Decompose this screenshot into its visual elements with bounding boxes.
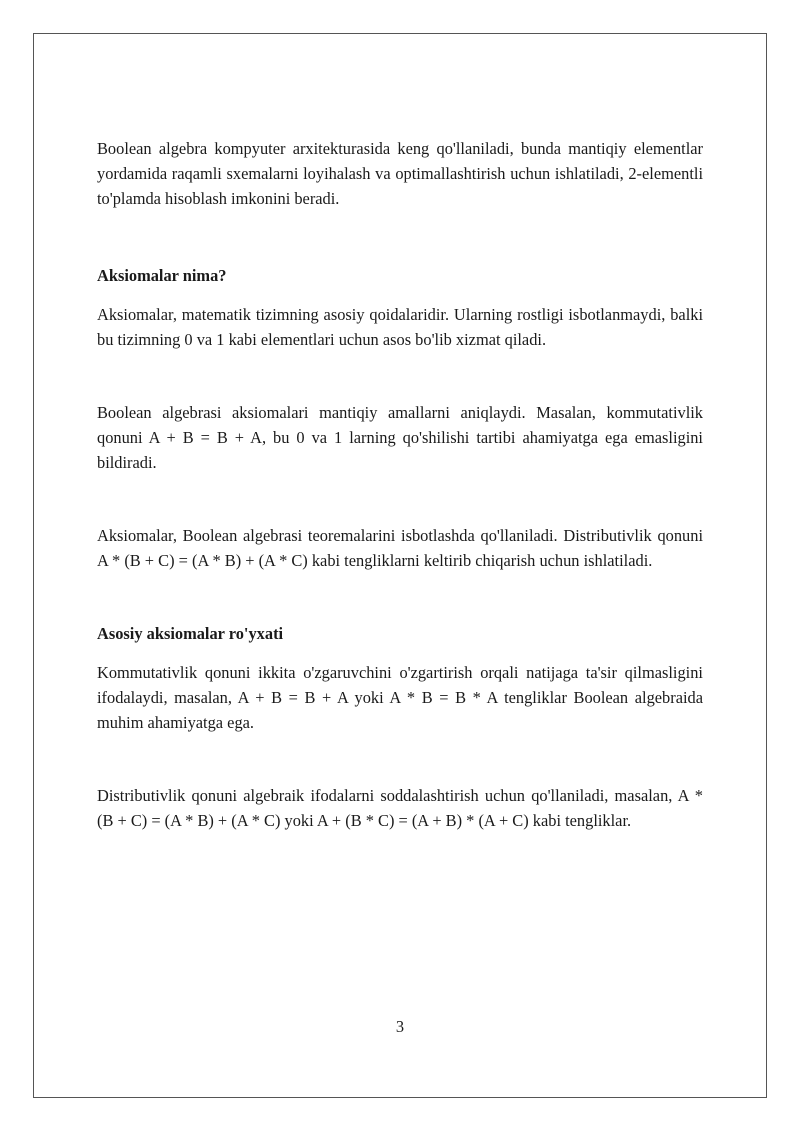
boolean-axioms-paragraph: Boolean algebrasi aksiomalari mantiqiy amallarni aniqlaydi. Masalan, kommutativlik qonuni A + B = B + A, bu 0 va 1 larning qo'shilishi tartibi ahamiyatga ega emasligini bildiradi.	[97, 403, 703, 472]
section-heading-axioms: Aksiomalar nima?	[97, 266, 227, 285]
document-body	[97, 136, 703, 833]
intro-paragraph: Boolean algebra kompyuter arxitekturasida keng qo'llaniladi, bunda mantiqiy elementlar yordamida raqamli sxemalarni loyihalash va optimallashtirish uchun ishlatiladi, 2-elementli to'plamda hisoblash imkonini beradi.	[97, 139, 703, 208]
theorems-paragraph: Aksiomalar, Boolean algebrasi teoremalarini isbotlashda qo'llaniladi. Distributivlik qonuni A * (B + C) = (A * B) + (A * C) kabi tengliklarni keltirib chiqarish uchun ishlatiladi.	[97, 526, 703, 570]
section-heading-axiom-list: Asosiy aksiomalar ro'yxati	[97, 624, 284, 643]
axioms-definition-paragraph: Aksiomalar, matematik tizimning asosiy qoidalaridir. Ularning rostligi isbotlanmaydi, balki bu tizimning 0 va 1 kabi elementlari uchun asos bo'lib xizmat qiladi.	[97, 305, 703, 349]
commutative-law-paragraph: Kommutativlik qonuni ikkita o'zgaruvchini o'zgartirish orqali natijaga ta'sir qilmasligini ifodalaydi, masalan, A + B = B + A yoki A * B = B * A tengliklar Boolean algebraida muhim ahamiyatga ega.	[97, 663, 703, 732]
distributive-law-paragraph: Distributivlik qonuni algebraik ifodalarni soddalashtirish uchun qo'llaniladi, masalan, A * (B + C) = (A * B) + (A * C) yoki A + (B * C) = (A + B) * (A + C) kabi tengliklar.	[97, 786, 703, 830]
page-number: 3	[395, 1017, 405, 1036]
